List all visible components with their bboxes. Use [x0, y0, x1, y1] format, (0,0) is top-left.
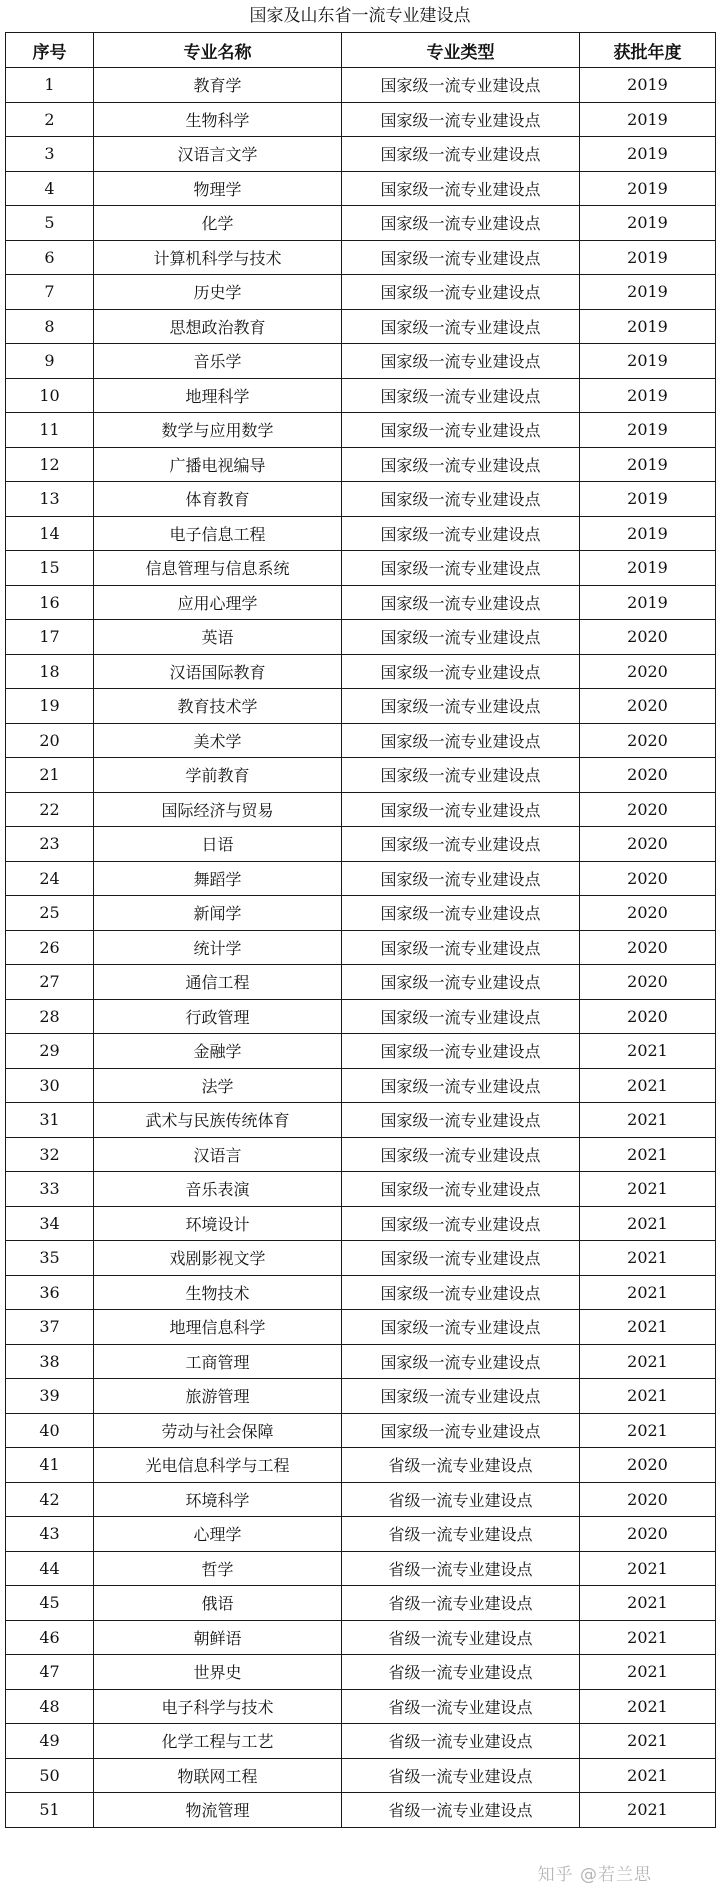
- cell-name: 武术与民族传统体育: [94, 1103, 342, 1138]
- cell-name: 俄语: [94, 1586, 342, 1621]
- cell-year: 2021: [580, 1724, 716, 1759]
- cell-type: 国家级一流专业建设点: [342, 309, 580, 344]
- cell-no: 19: [6, 689, 94, 724]
- table-row: [6, 1275, 716, 1310]
- cell-year: 2020: [580, 792, 716, 827]
- cell-year: 2020: [580, 723, 716, 758]
- table-row: [6, 1724, 716, 1759]
- table-row: [6, 1655, 716, 1690]
- cell-type: 省级一流专业建设点: [342, 1586, 580, 1621]
- majors-table: [5, 32, 716, 1828]
- table-row: [6, 1793, 716, 1828]
- cell-name: 地理科学: [94, 378, 342, 413]
- table-row: [6, 1517, 716, 1552]
- cell-no: 50: [6, 1758, 94, 1793]
- cell-no: 46: [6, 1620, 94, 1655]
- cell-no: 21: [6, 758, 94, 793]
- cell-year: 2021: [580, 1413, 716, 1448]
- cell-name: 教育技术学: [94, 689, 342, 724]
- cell-year: 2021: [580, 1068, 716, 1103]
- cell-type: 国家级一流专业建设点: [342, 344, 580, 379]
- table-row: [6, 1413, 716, 1448]
- cell-type: 国家级一流专业建设点: [342, 1379, 580, 1414]
- cell-no: 8: [6, 309, 94, 344]
- table-row: [6, 1551, 716, 1586]
- cell-year: 2019: [580, 516, 716, 551]
- table-row: [6, 482, 716, 517]
- cell-no: 14: [6, 516, 94, 551]
- cell-no: 3: [6, 137, 94, 172]
- cell-no: 37: [6, 1310, 94, 1345]
- cell-type: 国家级一流专业建设点: [342, 930, 580, 965]
- cell-year: 2019: [580, 309, 716, 344]
- cell-name: 通信工程: [94, 965, 342, 1000]
- cell-no: 6: [6, 240, 94, 275]
- cell-name: 朝鲜语: [94, 1620, 342, 1655]
- cell-name: 地理信息科学: [94, 1310, 342, 1345]
- table-row: [6, 792, 716, 827]
- table-title: 国家及山东省一流专业建设点: [249, 6, 471, 26]
- cell-year: 2021: [580, 1206, 716, 1241]
- cell-year: 2021: [580, 1172, 716, 1207]
- cell-type: 国家级一流专业建设点: [342, 654, 580, 689]
- table-row: [6, 1034, 716, 1069]
- cell-name: 体育教育: [94, 482, 342, 517]
- cell-name: 旅游管理: [94, 1379, 342, 1414]
- cell-name: 生物科学: [94, 102, 342, 137]
- cell-no: 28: [6, 999, 94, 1034]
- cell-name: 行政管理: [94, 999, 342, 1034]
- cell-type: 国家级一流专业建设点: [342, 1275, 580, 1310]
- cell-no: 25: [6, 896, 94, 931]
- cell-type: 省级一流专业建设点: [342, 1551, 580, 1586]
- cell-type: 国家级一流专业建设点: [342, 447, 580, 482]
- cell-type: 国家级一流专业建设点: [342, 516, 580, 551]
- cell-no: 16: [6, 585, 94, 620]
- watermark: 知乎 @若兰思: [537, 1865, 652, 1885]
- cell-type: 国家级一流专业建设点: [342, 1241, 580, 1276]
- cell-no: 29: [6, 1034, 94, 1069]
- cell-no: 22: [6, 792, 94, 827]
- cell-type: 省级一流专业建设点: [342, 1482, 580, 1517]
- cell-name: 工商管理: [94, 1344, 342, 1379]
- cell-type: 国家级一流专业建设点: [342, 1137, 580, 1172]
- cell-type: 国家级一流专业建设点: [342, 723, 580, 758]
- cell-name: 思想政治教育: [94, 309, 342, 344]
- cell-year: 2020: [580, 689, 716, 724]
- cell-year: 2021: [580, 1275, 716, 1310]
- cell-name: 金融学: [94, 1034, 342, 1069]
- cell-type: 国家级一流专业建设点: [342, 1206, 580, 1241]
- table-row: [6, 68, 716, 103]
- cell-name: 物理学: [94, 171, 342, 206]
- table-row: [6, 861, 716, 896]
- cell-no: 7: [6, 275, 94, 310]
- cell-no: 39: [6, 1379, 94, 1414]
- cell-type: 国家级一流专业建设点: [342, 378, 580, 413]
- header-name: 专业名称: [94, 33, 342, 68]
- cell-year: 2019: [580, 137, 716, 172]
- cell-no: 38: [6, 1344, 94, 1379]
- cell-year: 2021: [580, 1137, 716, 1172]
- cell-no: 48: [6, 1689, 94, 1724]
- cell-year: 2019: [580, 240, 716, 275]
- cell-type: 国家级一流专业建设点: [342, 275, 580, 310]
- cell-name: 心理学: [94, 1517, 342, 1552]
- cell-no: 33: [6, 1172, 94, 1207]
- cell-year: 2021: [580, 1620, 716, 1655]
- cell-year: 2021: [580, 1310, 716, 1345]
- table-row: [6, 1068, 716, 1103]
- cell-year: 2019: [580, 344, 716, 379]
- cell-year: 2019: [580, 585, 716, 620]
- cell-name: 生物技术: [94, 1275, 342, 1310]
- cell-type: 国家级一流专业建设点: [342, 1068, 580, 1103]
- table-row: [6, 1206, 716, 1241]
- table-row: [6, 1137, 716, 1172]
- cell-name: 物流管理: [94, 1793, 342, 1828]
- cell-year: 2021: [580, 1379, 716, 1414]
- cell-name: 物联网工程: [94, 1758, 342, 1793]
- table-row: [6, 1620, 716, 1655]
- cell-year: 2020: [580, 620, 716, 655]
- cell-year: 2020: [580, 930, 716, 965]
- cell-name: 汉语言文学: [94, 137, 342, 172]
- cell-year: 2021: [580, 1586, 716, 1621]
- cell-name: 音乐表演: [94, 1172, 342, 1207]
- table-row: [6, 137, 716, 172]
- cell-type: 国家级一流专业建设点: [342, 482, 580, 517]
- cell-type: 国家级一流专业建设点: [342, 1172, 580, 1207]
- cell-year: 2019: [580, 102, 716, 137]
- cell-no: 41: [6, 1448, 94, 1483]
- cell-year: 2020: [580, 827, 716, 862]
- cell-no: 32: [6, 1137, 94, 1172]
- cell-no: 12: [6, 447, 94, 482]
- table-row: [6, 1172, 716, 1207]
- cell-no: 27: [6, 965, 94, 1000]
- cell-name: 电子科学与技术: [94, 1689, 342, 1724]
- cell-no: 11: [6, 413, 94, 448]
- cell-type: 国家级一流专业建设点: [342, 999, 580, 1034]
- cell-name: 应用心理学: [94, 585, 342, 620]
- cell-name: 戏剧影视文学: [94, 1241, 342, 1276]
- table-row: [6, 275, 716, 310]
- cell-name: 电子信息工程: [94, 516, 342, 551]
- header-year: 获批年度: [580, 33, 716, 68]
- cell-name: 国际经济与贸易: [94, 792, 342, 827]
- table-row: [6, 344, 716, 379]
- cell-no: 17: [6, 620, 94, 655]
- cell-no: 2: [6, 102, 94, 137]
- table-row: [6, 758, 716, 793]
- cell-name: 世界史: [94, 1655, 342, 1690]
- cell-type: 国家级一流专业建设点: [342, 689, 580, 724]
- cell-no: 49: [6, 1724, 94, 1759]
- cell-type: 国家级一流专业建设点: [342, 137, 580, 172]
- cell-no: 40: [6, 1413, 94, 1448]
- cell-no: 51: [6, 1793, 94, 1828]
- cell-no: 23: [6, 827, 94, 862]
- cell-no: 31: [6, 1103, 94, 1138]
- cell-year: 2021: [580, 1241, 716, 1276]
- cell-year: 2020: [580, 965, 716, 1000]
- cell-name: 汉语言: [94, 1137, 342, 1172]
- cell-year: 2020: [580, 861, 716, 896]
- cell-type: 国家级一流专业建设点: [342, 585, 580, 620]
- cell-type: 省级一流专业建设点: [342, 1655, 580, 1690]
- cell-year: 2020: [580, 758, 716, 793]
- cell-no: 5: [6, 206, 94, 241]
- cell-type: 国家级一流专业建设点: [342, 68, 580, 103]
- table-row: [6, 585, 716, 620]
- cell-no: 26: [6, 930, 94, 965]
- cell-name: 法学: [94, 1068, 342, 1103]
- cell-year: 2019: [580, 275, 716, 310]
- cell-no: 4: [6, 171, 94, 206]
- header-row: [6, 33, 716, 68]
- cell-year: 2021: [580, 1344, 716, 1379]
- table-row: [6, 1344, 716, 1379]
- cell-no: 34: [6, 1206, 94, 1241]
- cell-no: 35: [6, 1241, 94, 1276]
- cell-name: 新闻学: [94, 896, 342, 931]
- cell-no: 15: [6, 551, 94, 586]
- cell-type: 国家级一流专业建设点: [342, 171, 580, 206]
- cell-name: 教育学: [94, 68, 342, 103]
- table-row: [6, 620, 716, 655]
- cell-year: 2019: [580, 482, 716, 517]
- cell-type: 国家级一流专业建设点: [342, 861, 580, 896]
- cell-type: 国家级一流专业建设点: [342, 827, 580, 862]
- table-row: [6, 240, 716, 275]
- cell-no: 44: [6, 1551, 94, 1586]
- cell-type: 国家级一流专业建设点: [342, 1344, 580, 1379]
- table-row: [6, 723, 716, 758]
- cell-name: 学前教育: [94, 758, 342, 793]
- cell-type: 国家级一流专业建设点: [342, 240, 580, 275]
- cell-no: 45: [6, 1586, 94, 1621]
- cell-name: 日语: [94, 827, 342, 862]
- table-row: [6, 1103, 716, 1138]
- table-row: [6, 206, 716, 241]
- cell-type: 国家级一流专业建设点: [342, 1034, 580, 1069]
- cell-name: 化学: [94, 206, 342, 241]
- table-row: [6, 516, 716, 551]
- table-row: [6, 1241, 716, 1276]
- cell-name: 信息管理与信息系统: [94, 551, 342, 586]
- cell-year: 2020: [580, 1448, 716, 1483]
- table-row: [6, 102, 716, 137]
- table-row: [6, 930, 716, 965]
- table-row: [6, 447, 716, 482]
- cell-type: 省级一流专业建设点: [342, 1517, 580, 1552]
- cell-year: 2021: [580, 1689, 716, 1724]
- table-row: [6, 896, 716, 931]
- cell-no: 20: [6, 723, 94, 758]
- cell-type: 省级一流专业建设点: [342, 1793, 580, 1828]
- cell-no: 42: [6, 1482, 94, 1517]
- cell-no: 9: [6, 344, 94, 379]
- cell-year: 2019: [580, 447, 716, 482]
- table-row: [6, 965, 716, 1000]
- cell-no: 24: [6, 861, 94, 896]
- table-row: [6, 1448, 716, 1483]
- cell-type: 省级一流专业建设点: [342, 1620, 580, 1655]
- cell-type: 国家级一流专业建设点: [342, 792, 580, 827]
- cell-type: 省级一流专业建设点: [342, 1758, 580, 1793]
- cell-year: 2021: [580, 1103, 716, 1138]
- cell-type: 国家级一流专业建设点: [342, 896, 580, 931]
- cell-type: 国家级一流专业建设点: [342, 965, 580, 1000]
- cell-year: 2019: [580, 551, 716, 586]
- cell-name: 劳动与社会保障: [94, 1413, 342, 1448]
- cell-year: 2020: [580, 1482, 716, 1517]
- cell-type: 国家级一流专业建设点: [342, 1413, 580, 1448]
- cell-no: 47: [6, 1655, 94, 1690]
- cell-year: 2021: [580, 1034, 716, 1069]
- table-row: [6, 378, 716, 413]
- header-type: 专业类型: [342, 33, 580, 68]
- cell-type: 国家级一流专业建设点: [342, 1310, 580, 1345]
- cell-type: 省级一流专业建设点: [342, 1689, 580, 1724]
- cell-year: 2021: [580, 1758, 716, 1793]
- table-row: [6, 1758, 716, 1793]
- cell-year: 2020: [580, 654, 716, 689]
- cell-name: 化学工程与工艺: [94, 1724, 342, 1759]
- cell-year: 2019: [580, 413, 716, 448]
- table-row: [6, 1379, 716, 1414]
- cell-name: 光电信息科学与工程: [94, 1448, 342, 1483]
- table-body: [6, 68, 716, 1828]
- cell-name: 数学与应用数学: [94, 413, 342, 448]
- cell-no: 30: [6, 1068, 94, 1103]
- table-row: [6, 827, 716, 862]
- cell-no: 13: [6, 482, 94, 517]
- table-row: [6, 171, 716, 206]
- header-no: 序号: [6, 33, 94, 68]
- cell-no: 18: [6, 654, 94, 689]
- cell-year: 2021: [580, 1793, 716, 1828]
- cell-year: 2019: [580, 378, 716, 413]
- table-row: [6, 1586, 716, 1621]
- cell-year: 2020: [580, 1517, 716, 1552]
- cell-type: 国家级一流专业建设点: [342, 413, 580, 448]
- table-row: [6, 1689, 716, 1724]
- cell-type: 国家级一流专业建设点: [342, 620, 580, 655]
- cell-name: 英语: [94, 620, 342, 655]
- cell-type: 国家级一流专业建设点: [342, 1103, 580, 1138]
- table-row: [6, 551, 716, 586]
- cell-no: 43: [6, 1517, 94, 1552]
- cell-name: 统计学: [94, 930, 342, 965]
- cell-type: 国家级一流专业建设点: [342, 551, 580, 586]
- table-row: [6, 413, 716, 448]
- cell-type: 国家级一流专业建设点: [342, 102, 580, 137]
- cell-name: 环境设计: [94, 1206, 342, 1241]
- cell-type: 省级一流专业建设点: [342, 1448, 580, 1483]
- cell-name: 哲学: [94, 1551, 342, 1586]
- cell-year: 2019: [580, 171, 716, 206]
- cell-name: 广播电视编导: [94, 447, 342, 482]
- cell-name: 环境科学: [94, 1482, 342, 1517]
- table-row: [6, 654, 716, 689]
- cell-year: 2019: [580, 68, 716, 103]
- cell-year: 2020: [580, 896, 716, 931]
- cell-no: 36: [6, 1275, 94, 1310]
- cell-name: 历史学: [94, 275, 342, 310]
- cell-name: 计算机科学与技术: [94, 240, 342, 275]
- table-row: [6, 1482, 716, 1517]
- cell-name: 汉语国际教育: [94, 654, 342, 689]
- table-row: [6, 999, 716, 1034]
- cell-no: 10: [6, 378, 94, 413]
- table-row: [6, 1310, 716, 1345]
- cell-year: 2021: [580, 1551, 716, 1586]
- cell-type: 国家级一流专业建设点: [342, 206, 580, 241]
- cell-year: 2021: [580, 1655, 716, 1690]
- table-row: [6, 689, 716, 724]
- cell-no: 1: [6, 68, 94, 103]
- cell-name: 音乐学: [94, 344, 342, 379]
- cell-year: 2019: [580, 206, 716, 241]
- cell-type: 国家级一流专业建设点: [342, 758, 580, 793]
- cell-year: 2020: [580, 999, 716, 1034]
- cell-type: 省级一流专业建设点: [342, 1724, 580, 1759]
- cell-name: 美术学: [94, 723, 342, 758]
- cell-name: 舞蹈学: [94, 861, 342, 896]
- table-row: [6, 309, 716, 344]
